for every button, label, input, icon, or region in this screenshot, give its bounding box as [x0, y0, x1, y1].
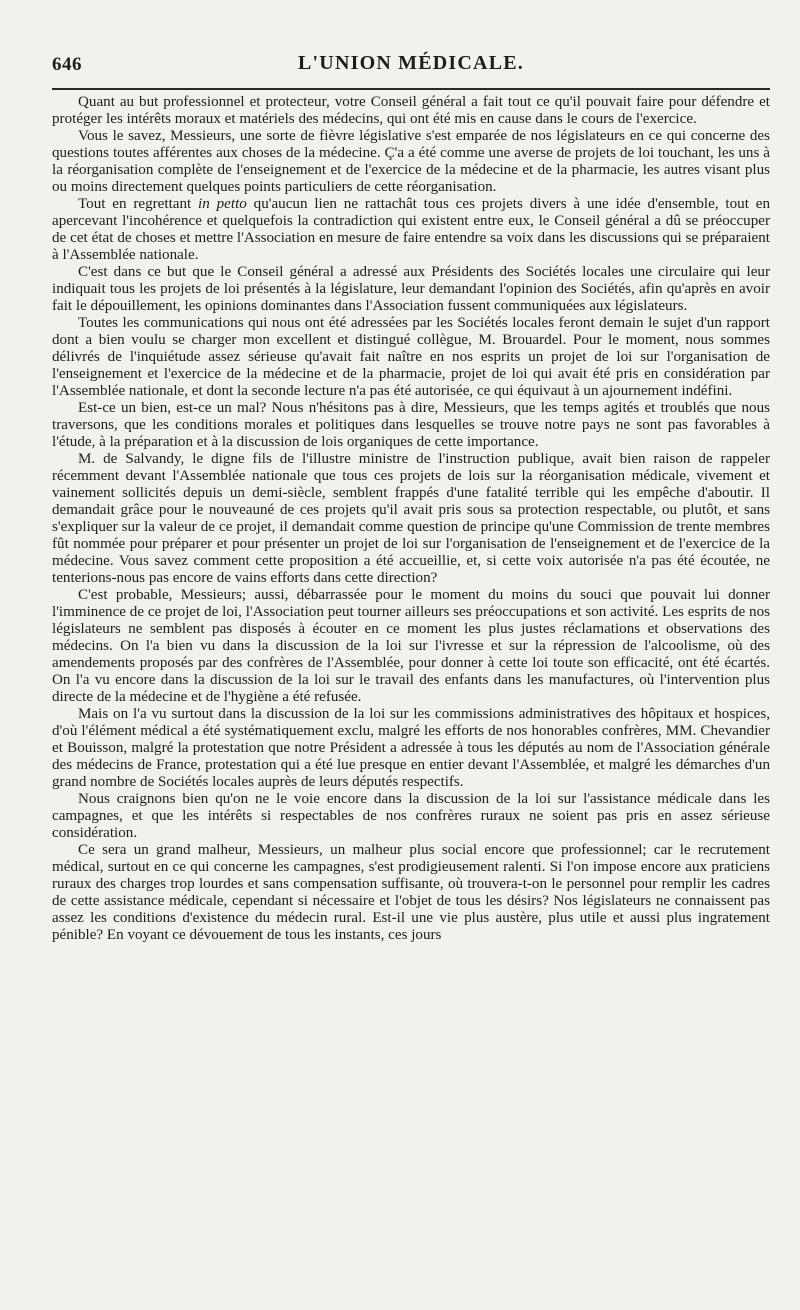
article-body	[52, 94, 770, 944]
paragraph-9: Mais on l'a vu surtout dans la discussion de la loi sur les commissions administratives des hôpitaux et hospices, d'où l'élément médical a été systématiquement exclu, malgré les efforts de nos honorables confrères, MM. Chevandier et Bouisson, malgré la protestation que notre Président a adressée à tous les députés au nom de l'Association générale des médecins de France, protestation qui a été lue presque en entier devant l'Assemblée, et malgré les démarches d'un grand nombre de Sociétés locales auprès de leurs députés respectifs.	[52, 706, 770, 790]
paragraph-2: Vous le savez, Messieurs, une sorte de fièvre législative s'est emparée de nos législateurs en ce qui concerne des questions toutes afférentes aux choses de la médecine. Ç'a a été comme une averse de projets de loi touchant, les uns à la réorganisation complète de l'enseignement et de l'exercice de la médecine et de la pharmacie, les autres visant plus ou moins directement quelques points particuliers de cette réorganisation.	[52, 128, 770, 195]
paragraph-3	[52, 196, 770, 264]
paragraph-3-rest: qu'aucun lien ne rattachât tous ces projets divers à une idée d'ensemble, tout en apercevant l'incohérence et quelquefois la contradiction qui existent entre eux, le Conseil général a dû se préoccuper de cet état de choses et mettre l'Association en mesure de faire entendre sa voix dans les discussions qui se préparaient à l'Assemblée nationale.	[52, 196, 770, 263]
italic-phrase: in petto	[198, 196, 247, 212]
paragraph-6: Est-ce un bien, est-ce un mal? Nous n'hésitons pas à dire, Messieurs, que les temps agités et troublés que nous traversons, que les conditions morales et politiques dans lesquelles se trouve notre pays ne sont pas favorables à l'étude, à la préparation et à la discussion de lois organiques de cette importance.	[52, 400, 770, 450]
paragraph-3-start: Tout en regrettant	[78, 196, 199, 212]
paragraph-8: C'est probable, Messieurs; aussi, débarrassée pour le moment du moins du souci que pouvait lui donner l'imminence de ce projet de loi, l'Association peut tourner ailleurs ses préoccupations et son activité. Les esprits de nos législateurs ne semblent pas disposés à écouter en ce moment les plus justes réclamations et observations des médecins. On l'a bien vu dans la discussion de la loi sur l'ivresse et sur la répression de l'alcoolisme, où des amendements proposés par des confrères de l'Assemblée, pour donner à cette loi toute son efficacité, ont été écartés. On l'a vu encore dans la discussion de la loi sur le travail des enfants dans les manufactures, où l'intervention plus directe de la médecine et de l'hygiène a été refusée.	[52, 587, 770, 705]
running-title: L'UNION MÉDICALE.	[298, 52, 524, 74]
paragraph-4: C'est dans ce but que le Conseil général a adressé aux Présidents des Sociétés locales une circulaire qui leur indiquait tous les projets de loi présentés à la législature, leur demandant l'opinion des Sociétés, afin qu'après en avoir fait le dépouillement, les opinions dominantes dans l'Association fussent communiquées aux législateurs.	[52, 264, 770, 314]
paragraph-10: Nous craignons bien qu'on ne le voie encore dans la discussion de la loi sur l'assistance médicale dans les campagnes, et que les intérêts si respectables de nos confrères ruraux ne soient pas pris en assez sérieuse considération.	[52, 791, 770, 841]
paragraph-1: Quant au but professionnel et protecteur, votre Conseil général a fait tout ce qu'il pouvait faire pour défendre et protéger les intérêts moraux et matériels des médecins, qui ont été mis en cause dans le cours de l'exercice.	[52, 94, 770, 127]
paragraph-11: Ce sera un grand malheur, Messieurs, un malheur plus social encore que professionnel; car le recrutement médical, surtout en ce qui concerne les campagnes, s'est prodigieusement ralenti. Si l'on impose encore aux praticiens ruraux des charges trop lourdes et sans compensation suffisante, où trouvera-t-on le personnel pour remplir les cadres de cette assistance médicale, cependant si nécessaire et l'objet de tous les désirs? Nos législateurs ne connaissent pas assez les conditions d'existence du médecin rural. Est-il une vie plus austère, plus utile et aussi plus ingratement pénible? En voyant ce dévouement de tous les instants, ces jours	[52, 842, 770, 943]
page-header	[52, 50, 770, 84]
paragraph-5: Toutes les communications qui nous ont été adressées par les Sociétés locales feront demain le sujet d'un rapport dont a bien voulu se charger mon excellent et distingué collègue, M. Brouardel. Pour le moment, nous sommes délivrés de l'inquiétude assez sérieuse qu'avait fait naître en nos esprits un projet de loi sur l'organisation de l'enseignement et l'exercice de la médecine et de la pharmacie, projet de loi qui avait été pris en considération par l'Assemblée nationale, et dont la seconde lecture n'a pas été autorisée, ce qui équivaut à un ajournement indéfini.	[52, 315, 770, 399]
page-number: 646	[52, 54, 82, 75]
header-rule	[52, 88, 770, 90]
paragraph-7: M. de Salvandy, le digne fils de l'illustre ministre de l'instruction publique, avait bien raison de rappeler récemment devant l'Assemblée nationale que tous ces projets de lois sur la réorganisation médicale, vivement et vainement sollicités depuis un demi-siècle, semblent frappés d'une fatalité terrible qui les empêche d'aboutir. Il demandait grâce pour le nouveauné de ces projets qu'il avait pris sous sa protection respectable, ou plutôt, et sans s'expliquer sur la valeur de ce projet, il demandait comme question de principe qu'une Commission de trente membres fût nommée pour préparer et pour présenter un projet de loi sur l'organisation de l'enseignement et de l'exercice de la médecine. Vous savez comment cette proposition a été accueillie, et, si cette voix autorisée n'a pas été écoutée, ne tenterions-nous pas encore de vains efforts dans cette direction?	[52, 451, 770, 586]
